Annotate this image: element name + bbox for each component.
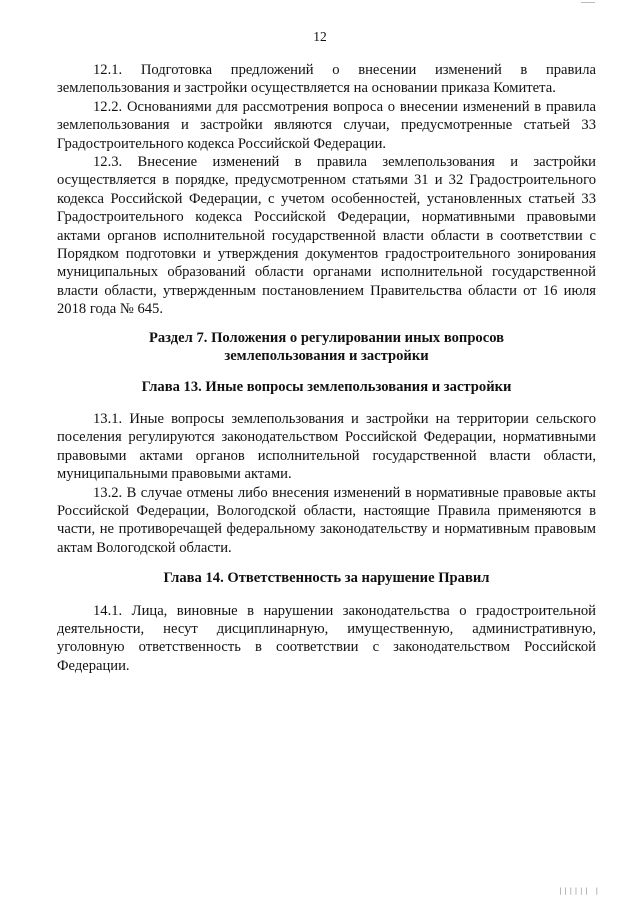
document-body <box>57 61 596 675</box>
paragraph-12-2: 12.2. Основаниями для рассмотрения вопроса о внесении изменений в правила землепользования и застройки являются случаи, предусмотренные статьей 33 Градостроительного кодекса Российской Федерации. <box>57 98 596 152</box>
page-number: 12 <box>313 29 327 44</box>
paragraph-13-2: 13.2. В случае отмены либо внесения изменений в нормативные правовые акты Российской Федерации, Вологодской области, настоящие Правила применяются в части, не противоречащей федеральному законодательству и нормативным правовым актам Вологодской области. <box>57 484 596 556</box>
paragraph-14-1: 14.1. Лица, виновные в нарушении законодательства о градостроительной деятельности, несут дисциплинарную, имущественную, административную, уголовную ответственность в соответствии с законодательством Российской Федерации. <box>57 602 596 674</box>
section-7-heading-line1: Раздел 7. Положения о регулировании иных вопросов <box>148 329 505 346</box>
scan-mark <box>581 2 595 5</box>
paragraph-13-1: 13.1. Иные вопросы землепользования и застройки на территории сельского поселения регулируются законодательством Российской Федерации, нормативными правовыми актами органов исполнительной государственной власти области, муниципальными правовыми актами. <box>57 410 596 483</box>
section-7-heading-line2: землепользования и застройки <box>224 348 429 365</box>
chapter-14-heading: Глава 14. Ответственность за нарушение Правил <box>163 570 490 587</box>
paragraph-12-1: 12.1. Подготовка предложений о внесении изменений в правила землепользования и застройки осуществляется на основании приказа Комитета. <box>57 62 596 97</box>
paragraph-12-3: 12.3. Внесение изменений в правила землепользования и застройки осуществляется в порядке, предусмотренном статьями 31 и 32 Градостроительного кодекса Российской Федерации, с учетом особенностей, установленных статьей 33 Градостроительного кодекса Российской Федерации, нормативными правовыми актами органов исполнительной государственной власти области в соответствии с Порядком подготовки и утверждения документов градостроительного зонирования муниципальных образований области органами исполнительной государственной власти области, утвержденным постановлением Правительства области от 16 июля 2018 года № 645. <box>57 154 596 318</box>
scan-barcode-mark: |||||| | <box>558 887 600 895</box>
chapter-13-heading: Глава 13. Иные вопросы землепользования и застройки <box>141 378 512 395</box>
